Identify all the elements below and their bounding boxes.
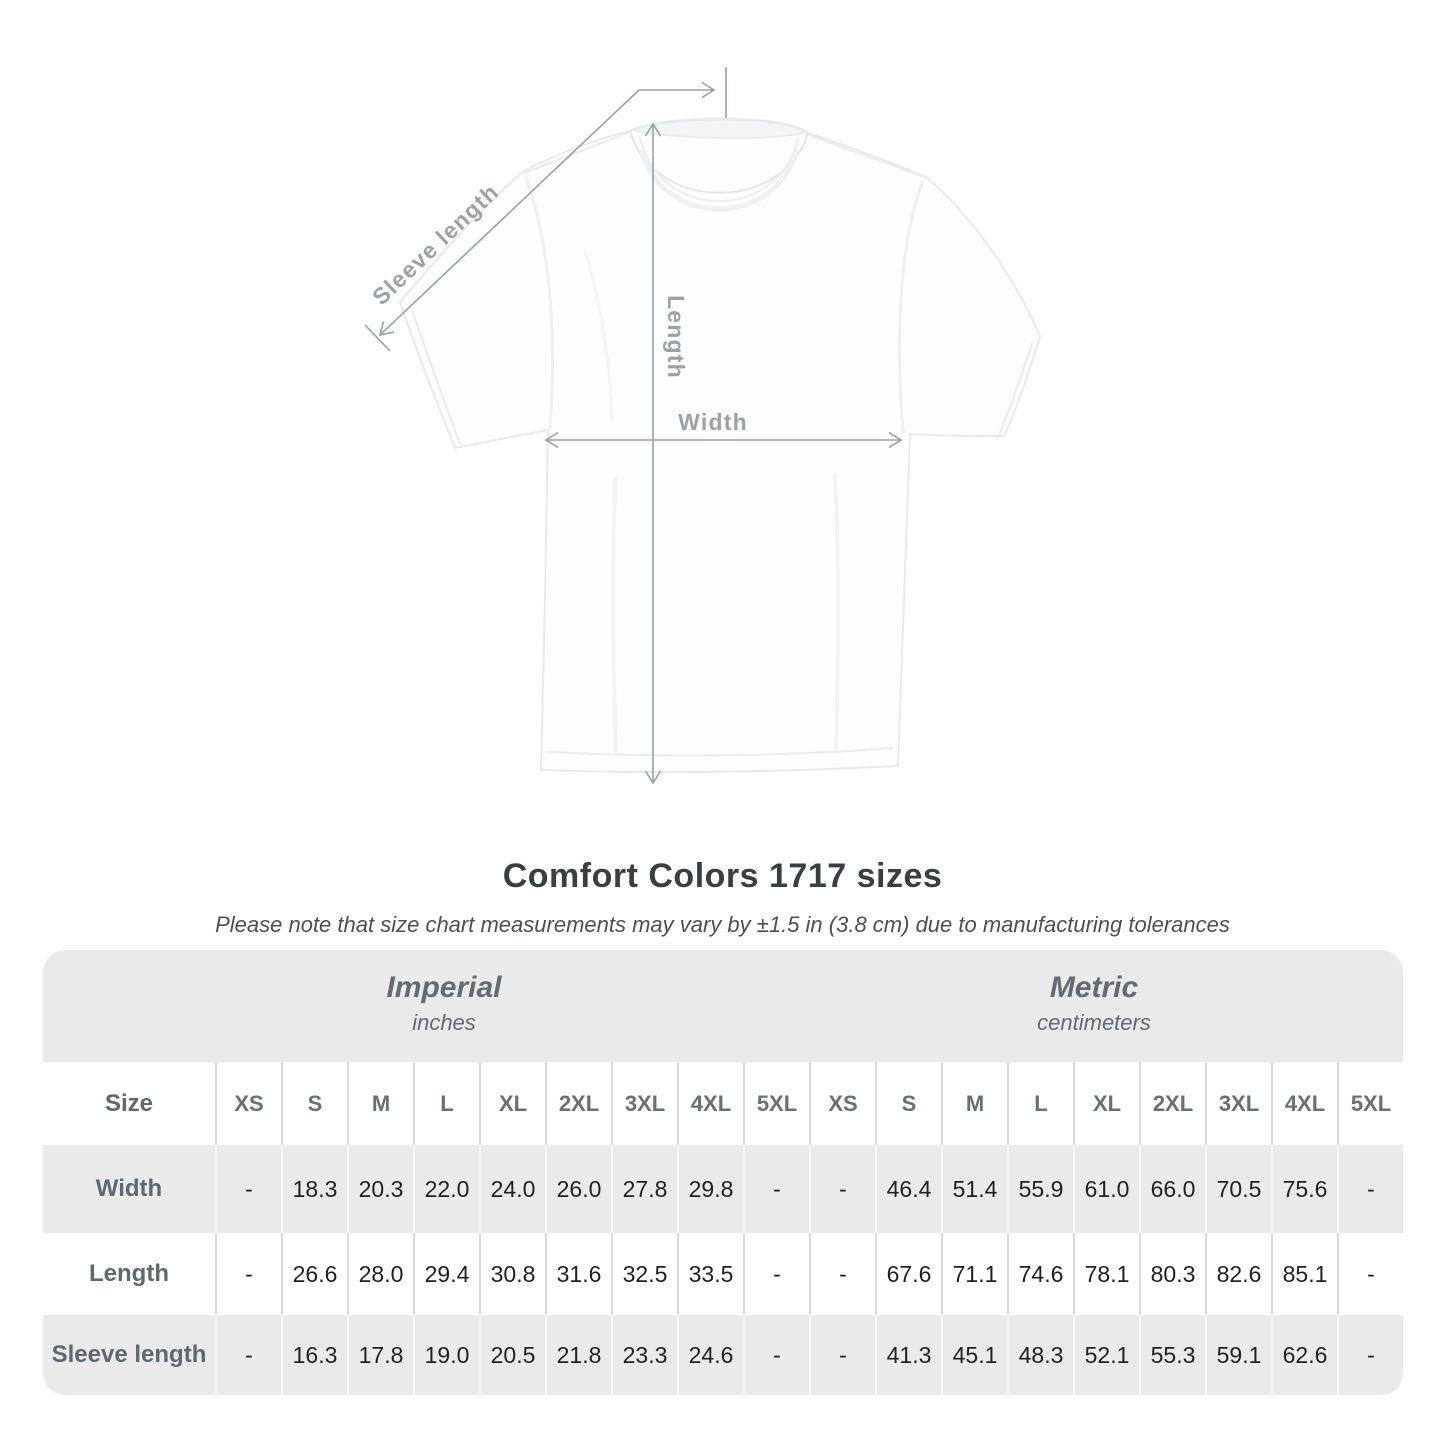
column-header-imperial-xl: XL [479,1062,545,1145]
value-cell-sleeve-length-11: 45.1 [941,1315,1007,1395]
column-header-imperial-xs: XS [215,1062,281,1145]
column-header-metric-2xl: 2XL [1139,1062,1205,1145]
value-cell-sleeve-length-6: 23.3 [611,1315,677,1395]
table-row-sleeve-length [43,1315,1403,1395]
value-cell-width-5: 26.0 [545,1145,611,1233]
metric-unit-label: centimeters [1037,1010,1151,1035]
column-header-imperial-s: S [281,1062,347,1145]
row-label-length: Length [89,1260,169,1287]
value-cell-width-14: 66.0 [1139,1145,1205,1233]
column-header-metric-l: L [1007,1062,1073,1145]
column-header-metric-3xl: 3XL [1205,1062,1271,1145]
size-corner-label: Size [104,1089,154,1117]
value-cell-sleeve-length-0: - [215,1315,281,1395]
column-header-metric-5xl: 5XL [1337,1062,1403,1145]
imperial-header-cell [61,950,827,1062]
column-header-metric-xl: XL [1073,1062,1139,1145]
value-cell-width-15: 70.5 [1205,1145,1271,1233]
value-cell-width-9: - [809,1145,875,1233]
value-cell-width-7: 29.8 [677,1145,743,1233]
value-cell-width-6: 27.8 [611,1145,677,1233]
value-cell-width-13: 61.0 [1073,1145,1139,1233]
value-cell-sleeve-length-2: 17.8 [347,1315,413,1395]
imperial-label: Imperial [386,971,502,1004]
value-cell-width-17: - [1337,1145,1403,1233]
value-cell-length-13: 78.1 [1073,1233,1139,1315]
value-cell-length-11: 71.1 [941,1233,1007,1315]
column-header-row [43,1062,1403,1145]
column-header-metric-4xl: 4XL [1271,1062,1337,1145]
value-cell-sleeve-length-7: 24.6 [677,1315,743,1395]
value-cell-length-9: - [809,1233,875,1315]
imperial-unit-label: inches [412,1010,476,1035]
column-header-metric-m: M [941,1062,1007,1145]
column-header-imperial-3xl: 3XL [611,1062,677,1145]
value-cell-length-4: 30.8 [479,1233,545,1315]
value-cell-width-3: 22.0 [413,1145,479,1233]
value-cell-width-10: 46.4 [875,1145,941,1233]
row-label-width: Width [95,1175,163,1202]
size-chart-table [43,950,1403,1395]
value-cell-length-5: 31.6 [545,1233,611,1315]
value-cell-sleeve-length-12: 48.3 [1007,1315,1073,1395]
length-label: Length [663,295,689,379]
column-header-metric-s: S [875,1062,941,1145]
value-cell-length-10: 67.6 [875,1233,941,1315]
value-cell-width-4: 24.0 [479,1145,545,1233]
value-cell-sleeve-length-15: 59.1 [1205,1315,1271,1395]
value-cell-length-3: 29.4 [413,1233,479,1315]
value-cell-sleeve-length-16: 62.6 [1271,1315,1337,1395]
value-cell-width-12: 55.9 [1007,1145,1073,1233]
sleeve-length-label: Sleeve length [367,178,504,311]
value-cell-sleeve-length-3: 19.0 [413,1315,479,1395]
column-header-imperial-4xl: 4XL [677,1062,743,1145]
column-header-metric-xs: XS [809,1062,875,1145]
value-cell-length-12: 74.6 [1007,1233,1073,1315]
value-cell-sleeve-length-9: - [809,1315,875,1395]
row-label-sleeve-length: Sleeve length [51,1341,207,1368]
tshirt-image [400,118,1040,772]
value-cell-width-1: 18.3 [281,1145,347,1233]
column-header-imperial-l: L [413,1062,479,1145]
column-header-imperial-5xl: 5XL [743,1062,809,1145]
metric-label: Metric [1049,971,1139,1004]
value-cell-length-15: 82.6 [1205,1233,1271,1315]
value-cell-sleeve-length-13: 52.1 [1073,1315,1139,1395]
page-title: Comfort Colors 1717 sizes [502,857,943,895]
value-cell-length-14: 80.3 [1139,1233,1205,1315]
value-cell-width-16: 75.6 [1271,1145,1337,1233]
value-cell-length-1: 26.6 [281,1233,347,1315]
value-cell-length-17: - [1337,1233,1403,1315]
table-row-width [43,1145,1403,1233]
table-row-length [43,1233,1403,1315]
column-header-imperial-m: M [347,1062,413,1145]
value-cell-width-11: 51.4 [941,1145,1007,1233]
value-cell-width-2: 20.3 [347,1145,413,1233]
metric-header-cell [797,950,1391,1062]
value-cell-sleeve-length-4: 20.5 [479,1315,545,1395]
unit-header-row [43,950,1403,1062]
value-cell-width-0: - [215,1145,281,1233]
value-cell-sleeve-length-8: - [743,1315,809,1395]
value-cell-sleeve-length-10: 41.3 [875,1315,941,1395]
width-label: Width [678,409,748,435]
value-cell-length-2: 28.0 [347,1233,413,1315]
tolerance-note: Please note that size chart measurements may vary by ±1.5 in (3.8 cm) due to manufacturing tolerances [215,912,1230,937]
value-cell-length-16: 85.1 [1271,1233,1337,1315]
value-cell-length-8: - [743,1233,809,1315]
value-cell-length-0: - [215,1233,281,1315]
value-cell-sleeve-length-1: 16.3 [281,1315,347,1395]
value-cell-length-7: 33.5 [677,1233,743,1315]
column-header-imperial-2xl: 2XL [545,1062,611,1145]
value-cell-length-6: 32.5 [611,1233,677,1315]
value-cell-sleeve-length-17: - [1337,1315,1403,1395]
value-cell-sleeve-length-14: 55.3 [1139,1315,1205,1395]
value-cell-sleeve-length-5: 21.8 [545,1315,611,1395]
value-cell-width-8: - [743,1145,809,1233]
